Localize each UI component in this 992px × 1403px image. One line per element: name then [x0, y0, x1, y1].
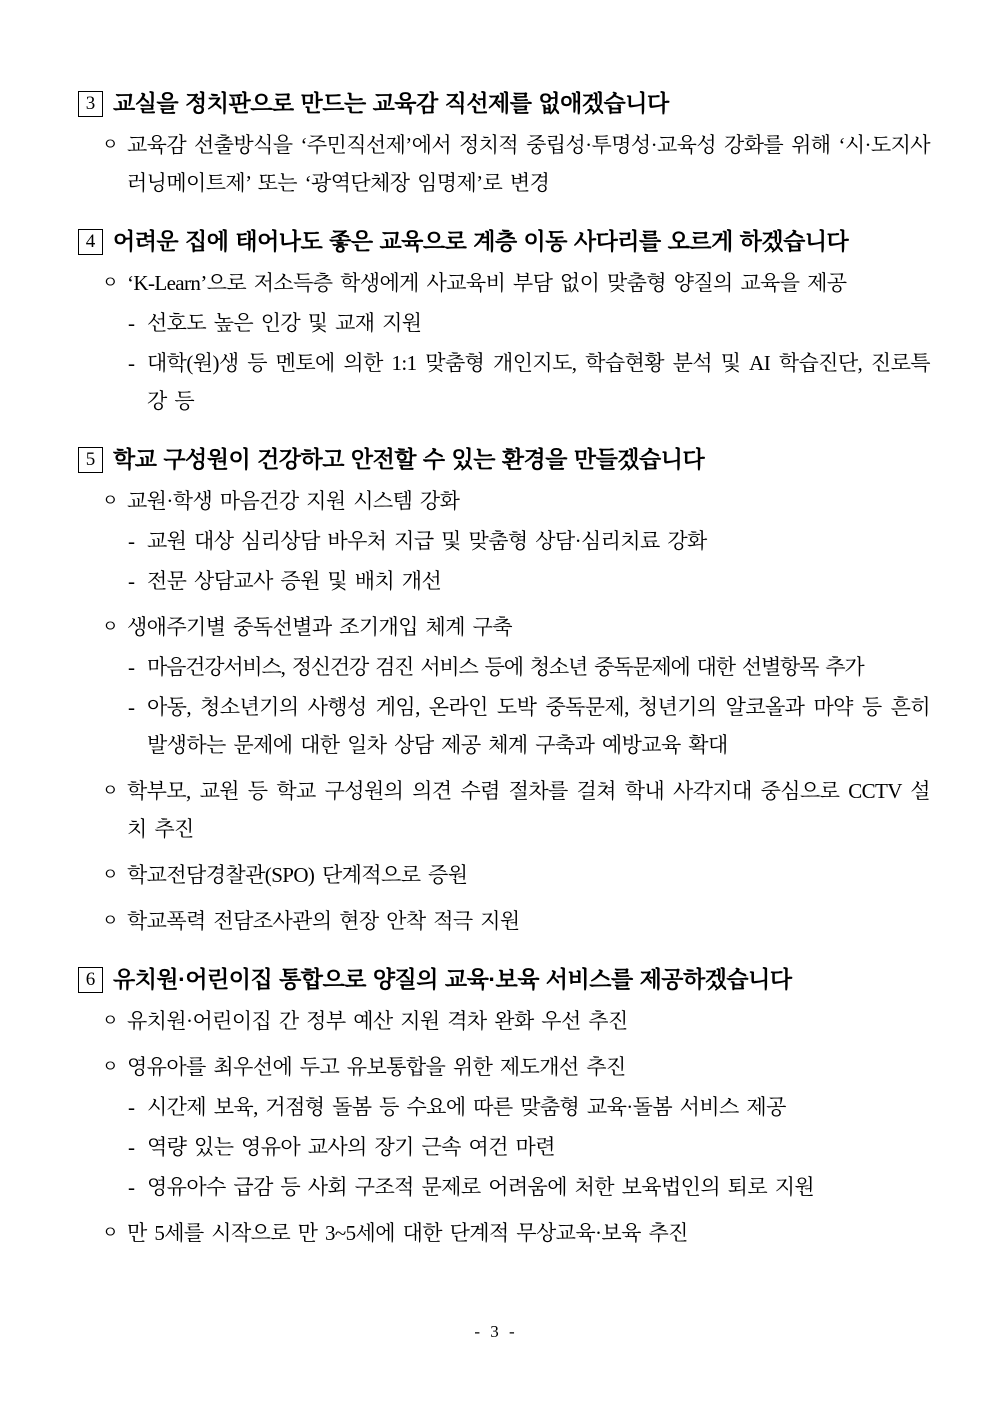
dash-bullet-marker: - — [128, 695, 135, 719]
circle-bullet-marker: ㅇ — [102, 1057, 118, 1076]
dash-bullet-marker: - — [128, 1095, 135, 1119]
section-number-box: 3 — [78, 91, 103, 117]
section-title: 어려운 집에 태어나도 좋은 교육으로 계층 이동 사다리를 오르게 하겠습니다 — [113, 228, 849, 254]
sub-item-text: 마음건강서비스, 정신건강 검진 서비스 등에 청소년 중독문제에 대한 선별항목 추가 — [147, 655, 864, 679]
bullet-item — [78, 856, 930, 894]
circle-bullet-marker: ㅇ — [102, 1011, 118, 1030]
section-number-box: 6 — [78, 967, 103, 993]
bullet-item — [78, 1002, 930, 1040]
sub-item-text: 교원 대상 심리상담 바우처 지급 및 맞춤형 상담·심리치료 강화 — [147, 529, 707, 553]
bullet-text: 교원·학생 마음건강 지원 시스템 강화 — [127, 489, 460, 513]
circle-bullet-marker: ㅇ — [102, 911, 118, 930]
dash-bullet-marker: - — [128, 529, 135, 553]
section-4 — [78, 226, 930, 420]
circle-bullet-marker: ㅇ — [102, 273, 118, 292]
dash-bullet-marker: - — [128, 1175, 135, 1199]
bullet-item — [78, 902, 930, 940]
section-heading — [78, 226, 930, 256]
bullet-text: 유치원·어린이집 간 정부 예산 지원 격차 완화 우선 추진 — [127, 1009, 628, 1033]
sub-item-text: 전문 상담교사 증원 및 배치 개선 — [147, 569, 442, 593]
bullet-text: 학교폭력 전담조사관의 현장 안착 적극 지원 — [127, 909, 520, 933]
bullet-item — [78, 1214, 930, 1252]
section-title: 교실을 정치판으로 만드는 교육감 직선제를 없애겠습니다 — [113, 90, 669, 116]
sub-item — [78, 304, 930, 342]
bullet-text: 학교전담경찰관(SPO) 단계적으로 증원 — [127, 863, 468, 887]
circle-bullet-marker: ㅇ — [102, 617, 118, 636]
bullet-item — [78, 264, 930, 302]
bullet-text: 교육감 선출방식을 ‘주민직선제’에서 정치적 중립성·투명성·교육성 강화를 위해 ‘시·도지사 러닝메이트제’ 또는 ‘광역단체장 임명제’로 변경 — [127, 133, 930, 195]
bullet-text: 영유아를 최우선에 두고 유보통합을 위한 제도개선 추진 — [127, 1055, 626, 1079]
sub-item — [78, 1128, 930, 1166]
section-5 — [78, 444, 930, 940]
section-title: 학교 구성원이 건강하고 안전할 수 있는 환경을 만들겠습니다 — [113, 446, 705, 472]
circle-bullet-marker: ㅇ — [102, 135, 118, 154]
section-heading — [78, 444, 930, 474]
section-number-box: 5 — [78, 447, 103, 473]
dash-bullet-marker: - — [128, 351, 135, 375]
section-3 — [78, 88, 930, 202]
section-6 — [78, 964, 930, 1252]
circle-bullet-marker: ㅇ — [102, 1223, 118, 1242]
circle-bullet-marker: ㅇ — [102, 491, 118, 510]
section-heading — [78, 88, 930, 118]
bullet-text: ‘K-Learn’으로 저소득층 학생에게 사교육비 부담 없이 맞춤형 양질의 교육을 제공 — [127, 271, 847, 295]
sub-item — [78, 1168, 930, 1206]
sub-item — [78, 648, 930, 686]
bullet-item — [78, 608, 930, 646]
dash-bullet-marker: - — [128, 655, 135, 679]
sub-item — [78, 1088, 930, 1126]
sub-item — [78, 562, 930, 600]
sub-item — [78, 522, 930, 560]
sub-item-text: 영유아수 급감 등 사회 구조적 문제로 어려움에 처한 보육법인의 퇴로 지원 — [147, 1175, 815, 1199]
dash-bullet-marker: - — [128, 311, 135, 335]
bullet-text: 생애주기별 중독선별과 조기개입 체계 구축 — [127, 615, 512, 639]
sub-item-text: 선호도 높은 인강 및 교재 지원 — [147, 311, 422, 335]
sub-item-text: 시간제 보육, 거점형 돌봄 등 수요에 따른 맞춤형 교육·돌봄 서비스 제공 — [147, 1095, 786, 1119]
section-heading — [78, 964, 930, 994]
page-number: - 3 - — [474, 1322, 518, 1341]
circle-bullet-marker: ㅇ — [102, 865, 118, 884]
section-title: 유치원·어린이집 통합으로 양질의 교육·보육 서비스를 제공하겠습니다 — [113, 966, 792, 992]
sub-item-text: 대학(원)생 등 멘토에 의한 1:1 맞춤형 개인지도, 학습현황 분석 및 AI 학습진단, 진로특강 등 — [147, 351, 930, 413]
dash-bullet-marker: - — [128, 1135, 135, 1159]
circle-bullet-marker: ㅇ — [102, 781, 118, 800]
bullet-item — [78, 126, 930, 202]
bullet-item — [78, 482, 930, 520]
sub-item-text: 역량 있는 영유아 교사의 장기 근속 여건 마련 — [147, 1135, 555, 1159]
bullet-item — [78, 772, 930, 848]
sub-item — [78, 344, 930, 420]
bullet-item — [78, 1048, 930, 1086]
bullet-text: 학부모, 교원 등 학교 구성원의 의견 수렴 절차를 걸쳐 학내 사각지대 중심으로 CCTV 설치 추진 — [127, 779, 930, 841]
dash-bullet-marker: - — [128, 569, 135, 593]
sub-item-text: 아동, 청소년기의 사행성 게임, 온라인 도박 중독문제, 청년기의 알코올과 마약 등 흔히 발생하는 문제에 대한 일차 상담 제공 체계 구축과 예방교육 확대 — [147, 695, 930, 757]
bullet-text: 만 5세를 시작으로 만 3~5세에 대한 단계적 무상교육·보육 추진 — [127, 1221, 688, 1245]
sub-item — [78, 688, 930, 764]
section-number-box: 4 — [78, 229, 103, 255]
